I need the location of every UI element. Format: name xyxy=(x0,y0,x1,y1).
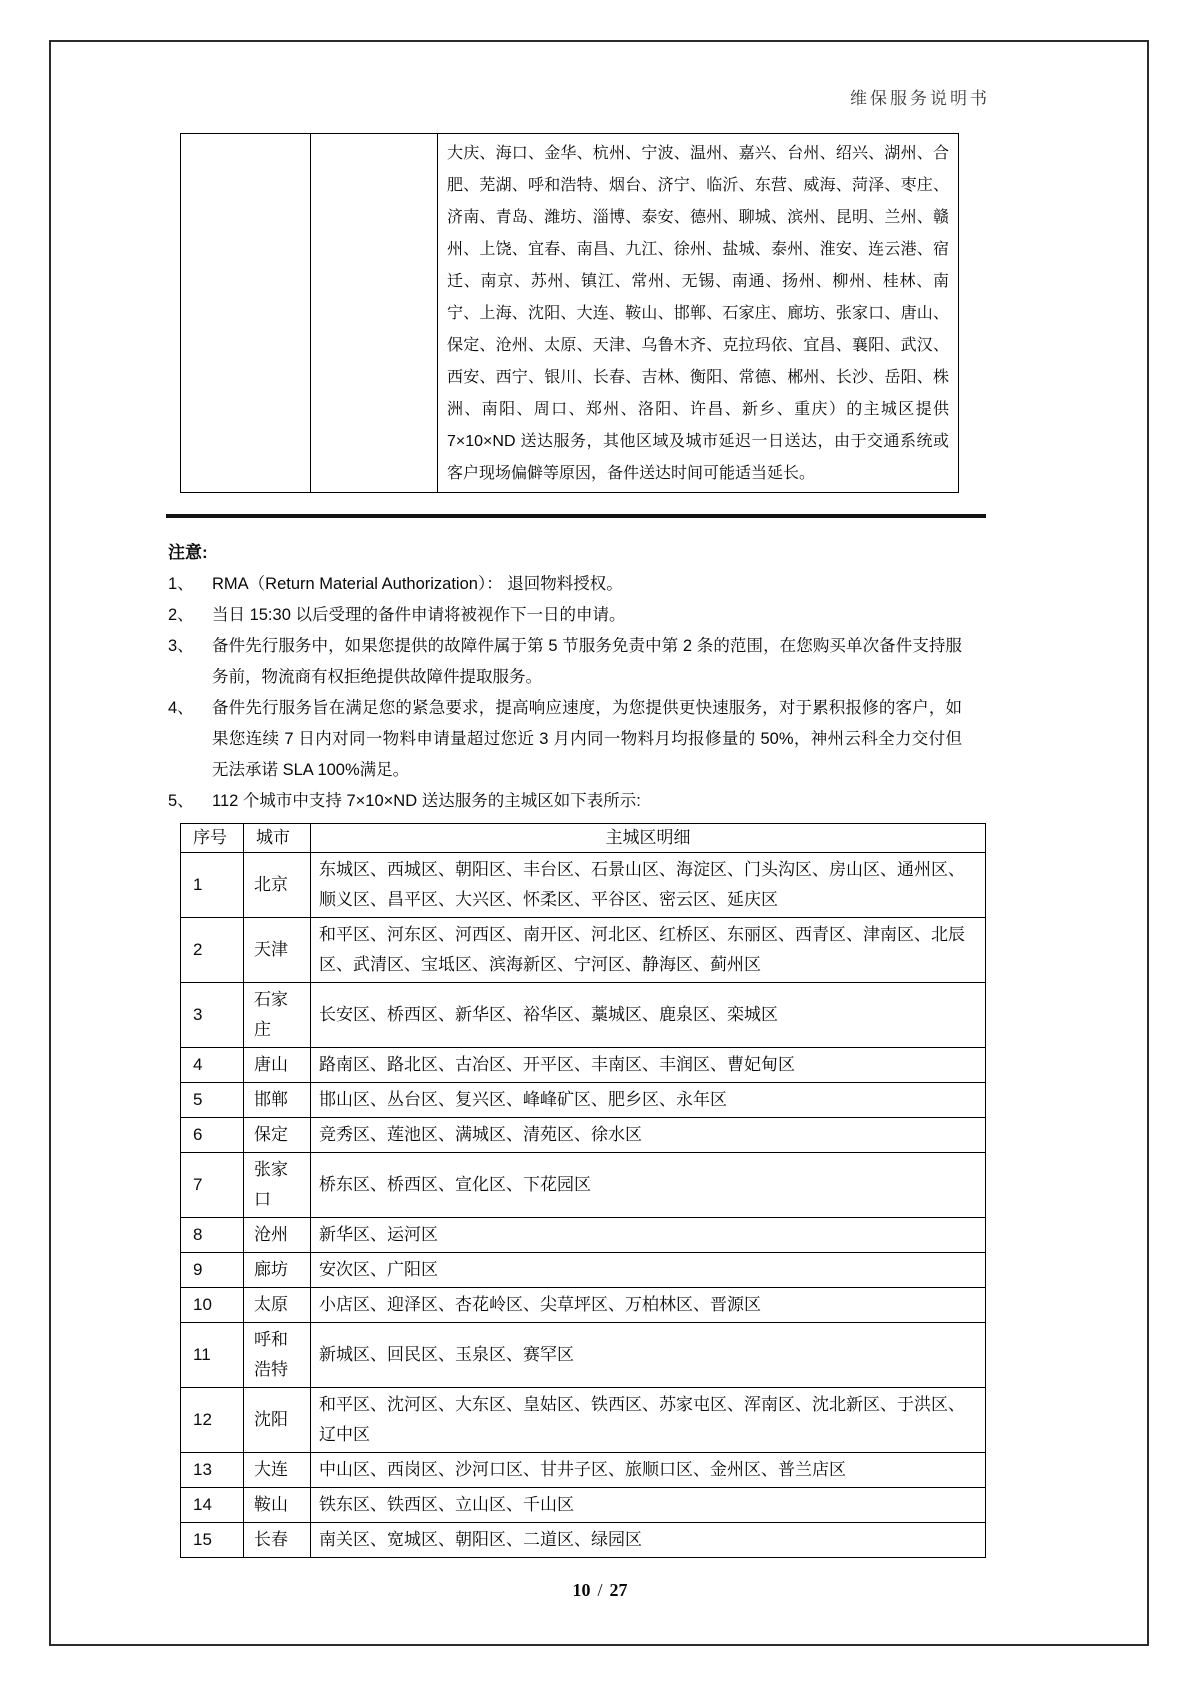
districts-table-header-row xyxy=(181,824,986,853)
header-cell-index: 序号 xyxy=(181,824,244,853)
row-districts: 小店区、迎泽区、杏花岭区、尖草坪区、万柏林区、晋源区 xyxy=(311,1288,986,1323)
note-text: 备件先行服务中，如果您提供的故障件属于第 5 节服务免责中第 2 条的范围，在您购买单次备件支持服务前，物流商有权拒绝提供故障件提取服务。 xyxy=(212,637,962,686)
row-index: 12 xyxy=(181,1388,244,1453)
row-city: 张家口 xyxy=(244,1153,311,1218)
table-row xyxy=(181,1153,986,1218)
continued-table xyxy=(180,133,959,493)
row-index: 4 xyxy=(181,1048,244,1083)
row-index: 10 xyxy=(181,1288,244,1323)
note-number: 3、 xyxy=(168,637,194,655)
page-number-separator: / xyxy=(597,1580,603,1600)
table-row xyxy=(181,1453,986,1488)
continued-table-empty-cell-2 xyxy=(311,134,438,493)
page-number xyxy=(0,1580,1200,1601)
districts-table xyxy=(180,823,986,1558)
row-index: 5 xyxy=(181,1083,244,1118)
row-city: 石家庄 xyxy=(244,983,311,1048)
note-item xyxy=(168,786,962,817)
table-row xyxy=(181,853,986,918)
row-districts: 南关区、宽城区、朝阳区、二道区、绿园区 xyxy=(311,1523,986,1558)
row-index: 6 xyxy=(181,1118,244,1153)
row-districts: 竞秀区、莲池区、满城区、清苑区、徐水区 xyxy=(311,1118,986,1153)
row-index: 11 xyxy=(181,1323,244,1388)
continued-table-empty-cell-1 xyxy=(181,134,311,493)
note-text: RMA（Return Material Authorization）： 退回物料授权。 xyxy=(212,575,623,593)
row-districts: 路南区、路北区、古冶区、开平区、丰南区、丰润区、曹妃甸区 xyxy=(311,1048,986,1083)
row-city: 唐山 xyxy=(244,1048,311,1083)
notes-title: 注意: xyxy=(168,543,208,562)
note-item xyxy=(168,693,962,786)
row-city: 廊坊 xyxy=(244,1253,311,1288)
row-index: 1 xyxy=(181,853,244,918)
row-districts: 长安区、桥西区、新华区、裕华区、藁城区、鹿泉区、栾城区 xyxy=(311,983,986,1048)
row-districts: 和平区、沈河区、大东区、皇姑区、铁西区、苏家屯区、浑南区、沈北新区、于洪区、辽中区 xyxy=(311,1388,986,1453)
row-districts: 东城区、西城区、朝阳区、丰台区、石景山区、海淀区、门头沟区、房山区、通州区、顺义区、昌平区、大兴区、怀柔区、平谷区、密云区、延庆区 xyxy=(311,853,986,918)
row-city: 北京 xyxy=(244,853,311,918)
row-districts: 安次区、广阳区 xyxy=(311,1253,986,1288)
page-number-total: 27 xyxy=(609,1580,628,1600)
note-number: 5、 xyxy=(168,792,194,810)
row-city: 天津 xyxy=(244,918,311,983)
row-districts: 新城区、回民区、玉泉区、赛罕区 xyxy=(311,1323,986,1388)
row-city: 邯郸 xyxy=(244,1083,311,1118)
row-index: 15 xyxy=(181,1523,244,1558)
header-cell-city: 城市 xyxy=(244,824,311,853)
document-header-title: 维保服务说明书 xyxy=(850,89,990,108)
row-city: 呼和浩特 xyxy=(244,1323,311,1388)
table-row xyxy=(181,1323,986,1388)
row-index: 14 xyxy=(181,1488,244,1523)
note-number: 2、 xyxy=(168,606,194,624)
city-list-paragraph: 大庆、海口、金华、杭州、宁波、温州、嘉兴、台州、绍兴、湖州、合肥、芜湖、呼和浩特、烟台、济宁、临沂、东营、威海、菏泽、枣庄、济南、青岛、潍坊、淄博、泰安、德州、聊城、滨州、昆明、兰州、赣州、上饶、宜春、南昌、九江、徐州、盐城、泰州、淮安、连云港、宿迁、南京、苏州、镇江、常州、无锡、南通、扬州、柳州、桂林、南宁、上海、沈阳、大连、鞍山、邯郸、石家庄、廊坊、张家口、唐山、保定、沧州、太原、天津、乌鲁木齐、克拉玛依、宜昌、襄阳、武汉、西安、西宁、银川、长春、吉林、衡阳、常德、郴州、长沙、岳阳、株洲、南阳、周口、郑州、洛阳、许昌、新乡、重庆）的主城区提供 7×10×ND 送达服务，其他区域及城市延迟一日送达，由于交通系统或客户现场偏僻等原因，备件送达时间可能适当延长。 xyxy=(447,145,949,482)
row-districts: 铁东区、铁西区、立山区、千山区 xyxy=(311,1488,986,1523)
row-city: 保定 xyxy=(244,1118,311,1153)
row-city: 长春 xyxy=(244,1523,311,1558)
note-item xyxy=(168,600,962,631)
row-index: 3 xyxy=(181,983,244,1048)
row-index: 9 xyxy=(181,1253,244,1288)
table-row xyxy=(181,1048,986,1083)
note-number: 4、 xyxy=(168,699,194,717)
table-row xyxy=(181,1523,986,1558)
row-districts: 桥东区、桥西区、宣化区、下花园区 xyxy=(311,1153,986,1218)
row-index: 7 xyxy=(181,1153,244,1218)
table-row xyxy=(181,1118,986,1153)
row-city: 大连 xyxy=(244,1453,311,1488)
row-districts: 中山区、西岗区、沙河口区、甘井子区、旅顺口区、金州区、普兰店区 xyxy=(311,1453,986,1488)
row-city: 沧州 xyxy=(244,1218,311,1253)
section-divider xyxy=(166,514,986,518)
note-item xyxy=(168,631,962,693)
row-city: 太原 xyxy=(244,1288,311,1323)
continued-table-text-cell xyxy=(438,134,959,493)
header-cell-districts: 主城区明细 xyxy=(311,824,986,853)
table-row xyxy=(181,1488,986,1523)
notes-list xyxy=(168,569,962,817)
table-row xyxy=(181,1218,986,1253)
row-districts: 新华区、运河区 xyxy=(311,1218,986,1253)
row-index: 13 xyxy=(181,1453,244,1488)
page-number-current: 10 xyxy=(572,1580,591,1600)
note-item xyxy=(168,569,962,600)
note-text: 备件先行服务旨在满足您的紧急要求，提高响应速度，为您提供更快速服务，对于累积报修的客户，如果您连续 7 日内对同一物料申请量超过您近 3 月内同一物料月均报修量的 50%，神州云科全力交付但无法承诺 SLA 100%满足。 xyxy=(212,699,962,779)
row-index: 8 xyxy=(181,1218,244,1253)
table-row xyxy=(181,918,986,983)
note-text: 112 个城市中支持 7×10×ND 送达服务的主城区如下表所示: xyxy=(212,792,641,810)
note-number: 1、 xyxy=(168,575,194,593)
table-row xyxy=(181,1083,986,1118)
table-row xyxy=(181,983,986,1048)
note-text: 当日 15:30 以后受理的备件申请将被视作下一日的申请。 xyxy=(212,606,626,624)
continued-table-row xyxy=(181,134,959,493)
row-city: 沈阳 xyxy=(244,1388,311,1453)
row-city: 鞍山 xyxy=(244,1488,311,1523)
table-row xyxy=(181,1288,986,1323)
table-row xyxy=(181,1388,986,1453)
table-row xyxy=(181,1253,986,1288)
row-districts: 和平区、河东区、河西区、南开区、河北区、红桥区、东丽区、西青区、津南区、北辰区、武清区、宝坻区、滨海新区、宁河区、静海区、蓟州区 xyxy=(311,918,986,983)
row-index: 2 xyxy=(181,918,244,983)
row-districts: 邯山区、丛台区、复兴区、峰峰矿区、肥乡区、永年区 xyxy=(311,1083,986,1118)
